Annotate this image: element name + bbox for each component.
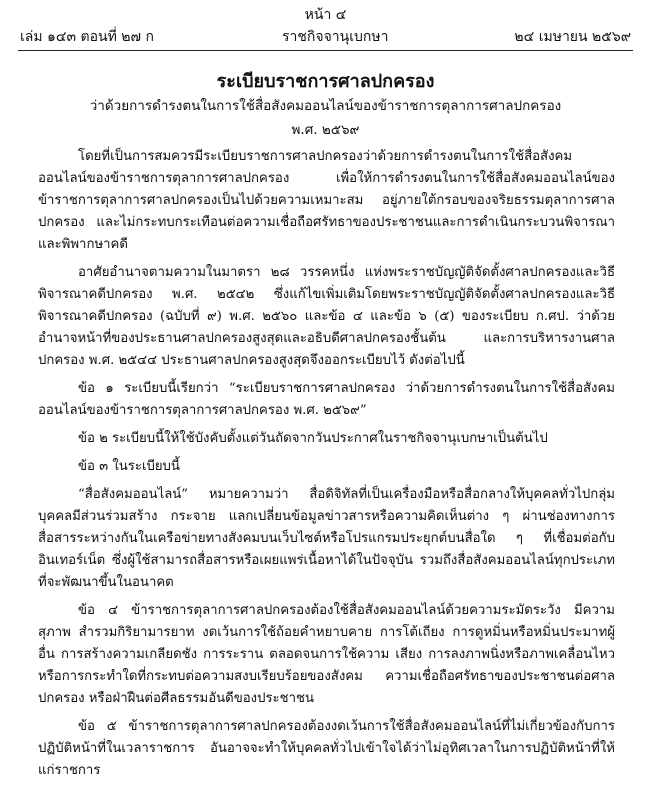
clause-5: [38, 716, 615, 782]
paragraph-text: ข้อ ๑ ระเบียบนี้เรียกว่า “ระเบียบราชการศาลปกครอง ว่าด้วยการดำรงตนในการใช้สื่อสังคมออนไลน์ของข้าราชการตุลาการศาลปกครอง พ.ศ. ๒๕๖๙”: [38, 381, 615, 418]
page-number: หน้า ๔: [304, 7, 347, 23]
paragraph-text: อาศัยอำนาจตามความในมาตรา ๒๘ วรรคหนึ่ง แห่งพระราชบัญญัติจัดตั้งศาลปกครองและวิธีพิจารณาคดีปกครอง พ.ศ. ๒๕๔๒ ซึ่งแก้ไขเพิ่มเติมโดยพระราชบัญญัติจัดตั้งศาลปกครองและวิธีพิจารณาคดีปกครอง (ฉบับที่ ๙) พ.ศ. ๒๕๖๐ และข้อ ๔ และข้อ ๖ (๕) ของระเบียบ ก.ศป. ว่าด้วยอำนาจหน้าที่ของประธานศาลปกครองสูงสุดและอธิบดีศาลปกครองชั้นต้น และการบริหารงานศาลปกครอง พ.ศ. ๒๕๔๔ ประธานศาลปกครองสูงสุดจึงออกระเบียบไว้ ดังต่อไปนี้: [38, 265, 615, 368]
clause-4: [38, 600, 615, 710]
paragraph-text: ข้อ ๕ ข้าราชการตุลาการศาลปกครองต้องงดเว้นการใช้สื่อสังคมออนไลน์ที่ไม่เกี่ยวข้องกับการปฏิบัติหน้าที่ในเวลาราชการ อันอาจจะทำให้บุคคลทั่วไปเข้าใจได้ว่าไม่อุทิศเวลาในการปฏิบัติหน้าที่ให้แก่ราชการ: [38, 719, 615, 778]
paragraph-text: ข้อ ๒ ระเบียบนี้ให้ใช้บังคับตั้งแต่วันถัดจากวันประกาศในราชกิจจานุเบกษาเป็นต้นไป: [78, 431, 548, 446]
paragraph-text: ข้อ ๔ ข้าราชการตุลาการศาลปกครองต้องใช้สื่อสังคมออนไลน์ด้วยความระมัดระวัง มีความสุภาพ สำรวมกิริยามารยาท งดเว้นการใช้ถ้อยคำหยาบคาย การโต้เถียง การดูหมิ่นหรือหมิ่นประมาทผู้อื่น การสร้างความเกลียดชัง การระราน ตลอดจนการใช้ความ เสียง การลงภาพนิ่งหรือภาพเคลื่อนไหว หรือการกระทำใดที่กระทบต่อความสงบเรียบร้อยของสังคม ความเชื่อถือศรัทธาของประชาชนต่อศาลปกครอง หรือฝ่าฝืนต่อศีลธรรมอันดีของประชาชน: [38, 603, 615, 706]
publish-date: ๒๔ เมษายน ๒๕๖๙: [514, 29, 631, 45]
volume-issue: เล่ม ๑๔๓ ตอนที่ ๒๗ ก: [20, 29, 154, 45]
definition-social-media: [38, 484, 615, 594]
document-year: พ.ศ. ๒๕๖๙: [291, 122, 360, 138]
document-subtitle: ว่าด้วยการดำรงตนในการใช้สื่อสังคมออนไลน์ของข้าราชการตุลาการศาลปกครอง: [89, 98, 562, 114]
paragraph-preamble: [38, 146, 615, 256]
paragraph-text: ข้อ ๓ ในระเบียบนี้: [78, 459, 180, 474]
document-title: ระเบียบราชการศาลปกครอง: [216, 71, 435, 92]
clause-2: [38, 428, 615, 450]
clause-1: [38, 378, 615, 422]
document-body: [38, 146, 615, 788]
paragraph-text: โดยที่เป็นการสมควรมีระเบียบราชการศาลปกครองว่าด้วยการดำรงตนในการใช้สื่อสังคมออนไลน์ของข้าราชการตุลาการศาลปกครอง เพื่อให้การดำรงตนในการใช้สื่อสังคมออนไลน์ของข้าราชการตุลาการศาลปกครองเป็นไปด้วยความเหมาะสม อยู่ภายใต้กรอบของจริยธรรมตุลาการศาลปกครอง และไม่กระทบกระเทือนต่อความเชื่อถือศรัทธาของประชาชนและการดำเนินกระบวนพิจารณาและพิพากษาคดี: [38, 149, 615, 252]
header-rule: [18, 50, 633, 51]
gazette-header: [20, 26, 631, 46]
paragraph-text: “สื่อสังคมออนไลน์” หมายความว่า สื่อดิจิทัลที่เป็นเครื่องมือหรือสื่อกลางให้บุคคลทั่วไปกลุ่มบุคคลมีส่วนร่วมสร้าง กระจาย แลกเปลี่ยนข้อมูลข่าวสารหรือความคิดเห็นต่าง ๆ ผ่านช่องทางการสื่อสารระหว่างกันในเครือข่ายทางสังคมบนเว็บไซต์หรือโปรแกรมประยุกต์บนสื่อใด ๆ ที่เชื่อมต่อกับอินเทอร์เน็ต ซึ่งผู้ใช้สามารถสื่อสารหรือเผยแพร่เนื้อหาได้ในปัจจุบัน รวมถึงสื่อสังคมออนไลน์ทุกประเภทที่จะพัฒนาขึ้นในอนาคต: [38, 487, 615, 590]
clause-3: [38, 456, 615, 478]
gazette-name: ราชกิจจานุเบกษา: [282, 29, 389, 45]
paragraph-authority: [38, 262, 615, 372]
